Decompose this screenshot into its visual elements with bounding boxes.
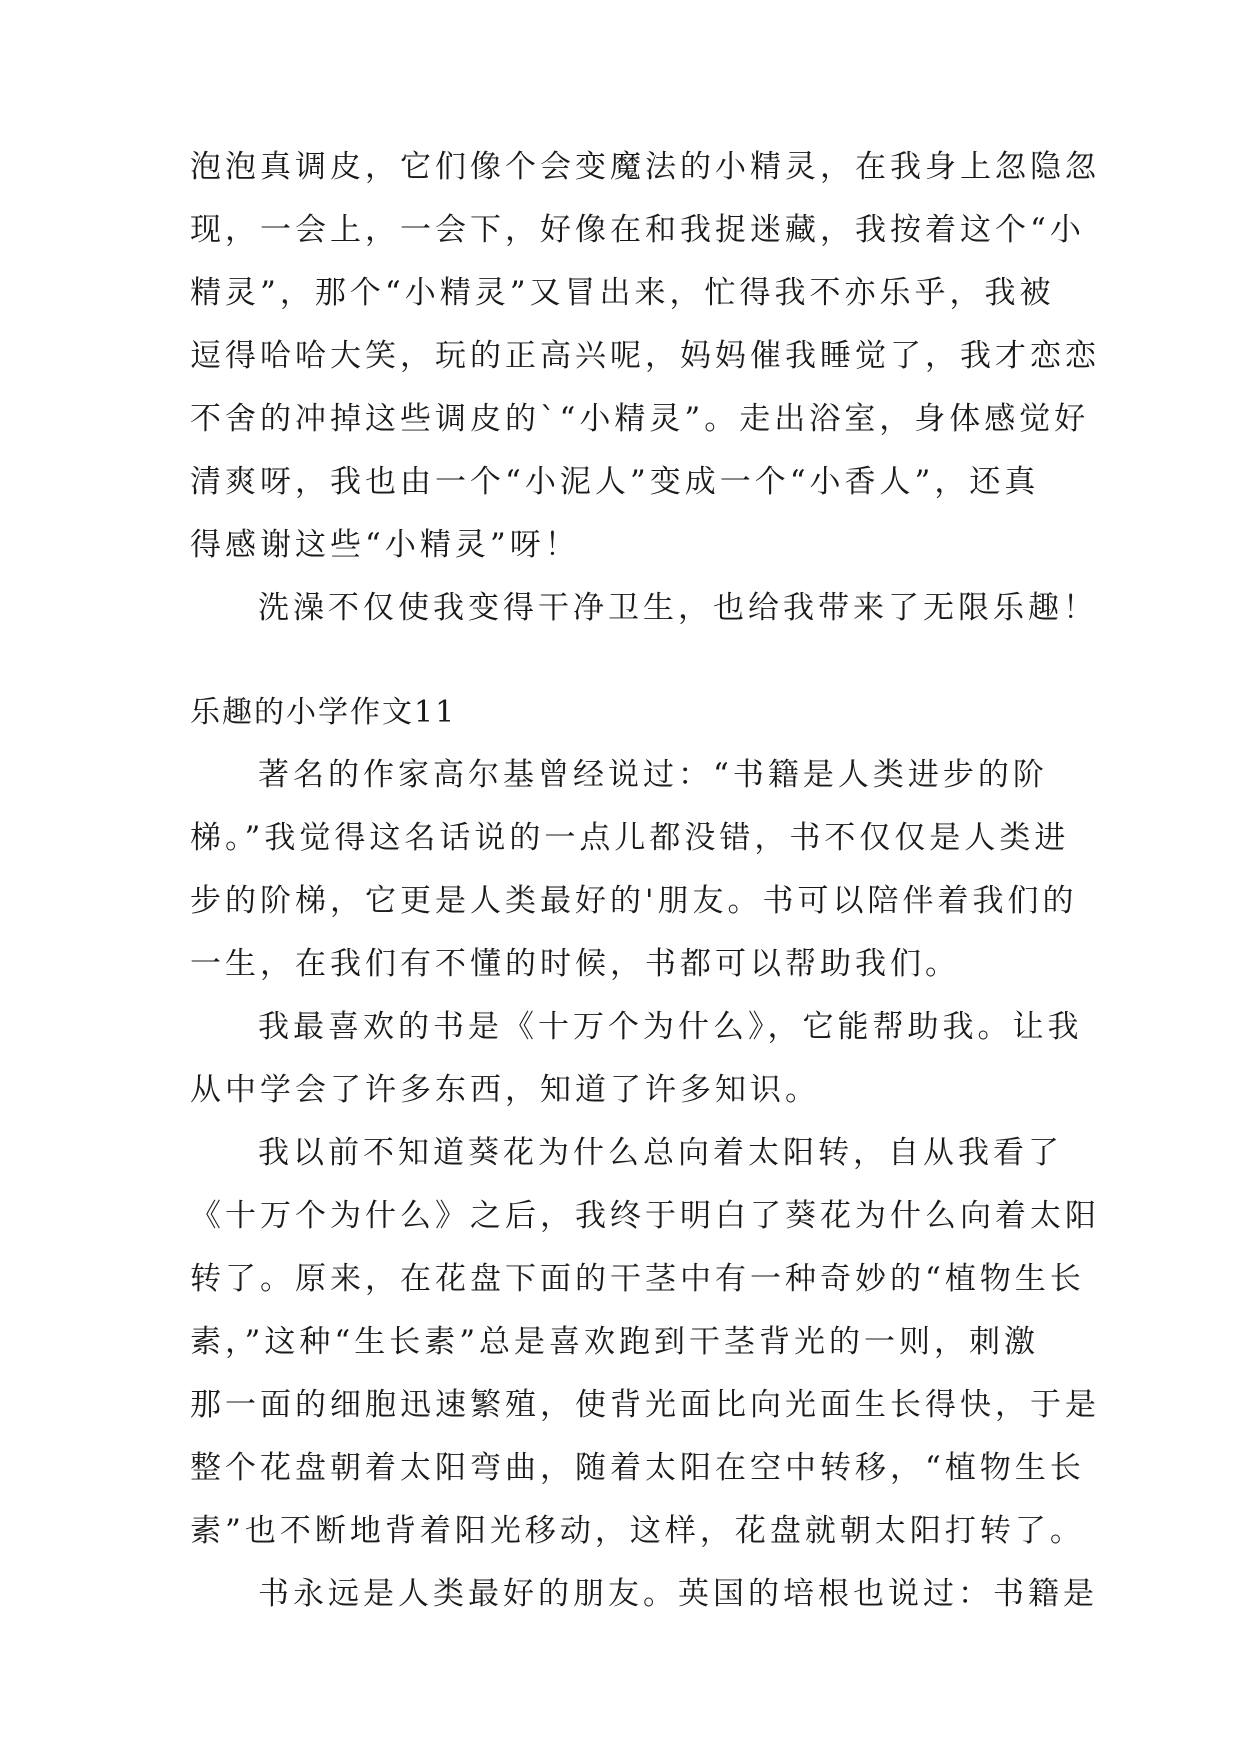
paragraph-line: 从中学会了许多东西，知道了许多知识。	[190, 1072, 820, 1108]
paragraph-line: 我最喜欢的书是《十万个为什么》，它能帮助我。让我	[258, 1009, 1083, 1045]
paragraph-line: 素，”这种“生长素”总是喜欢跑到干茎背光的一则，刺激	[190, 1324, 1040, 1360]
paragraph-line: 书永远是人类最好的朋友。英国的培根也说过：书籍是	[258, 1576, 1098, 1612]
paragraph-line: 泡泡真调皮，它们像个会变魔法的小精灵，在我身上忽隐忽	[190, 149, 1100, 185]
paragraph-line: 素”也不断地背着阳光移动，这样，花盘就朝太阳打转了。	[190, 1513, 1085, 1549]
section-2-body	[190, 744, 1100, 1626]
paragraph-line: 转了。原来，在花盘下面的干茎中有一种奇妙的“植物生长	[190, 1261, 1085, 1297]
paragraph-line: 著名的作家高尔基曾经说过：“书籍是人类进步的阶	[258, 757, 1048, 793]
section-heading: 乐趣的小学作文11	[190, 695, 457, 730]
paragraph-line: 现，一会上，一会下，好像在和我捉迷藏，我按着这个“小	[190, 212, 1085, 248]
closing-paragraph: 洗澡不仅使我变得干净卫生，也给我带来了无限乐趣！	[258, 590, 1098, 626]
paragraph-line: 整个花盘朝着太阳弯曲，随着太阳在空中转移，“植物生长	[190, 1450, 1085, 1486]
paragraph-line: 梯。”我觉得这名话说的一点儿都没错，书不仅仅是人类进	[190, 820, 1070, 856]
paragraph-line: 清爽呀，我也由一个“小泥人”变成一个“小香人”，还真	[190, 464, 1040, 500]
essay-section-1	[190, 136, 1100, 640]
essay-section-2	[190, 681, 1100, 1626]
paragraph-line: 逗得哈哈大笑，玩的正高兴呢，妈妈催我睡觉了，我才恋恋	[190, 338, 1100, 374]
paragraph-line: 得感谢这些“小精灵”呀！	[190, 527, 580, 563]
paragraph-line: 步的阶梯，它更是人类最好的'朋友。书可以陪伴着我们的	[190, 883, 1078, 919]
paragraph-line: 不舍的冲掉这些调皮的`“小精灵”。走出浴室，身体感觉好	[190, 401, 1090, 437]
paragraph-line: 我以前不知道葵花为什么总向着太阳转，自从我看了	[258, 1135, 1063, 1171]
paragraph-line: 《十万个为什么》之后，我终于明白了葵花为什么向着太阳	[190, 1198, 1100, 1234]
paragraph-line: 精灵”，那个“小精灵”又冒出来，忙得我不亦乐乎，我被	[190, 275, 1055, 311]
paragraph-line: 一生，在我们有不懂的时候，书都可以帮助我们。	[190, 946, 960, 982]
paragraph-line: 那一面的细胞迅速繁殖，使背光面比向光面生长得快，于是	[190, 1387, 1100, 1423]
